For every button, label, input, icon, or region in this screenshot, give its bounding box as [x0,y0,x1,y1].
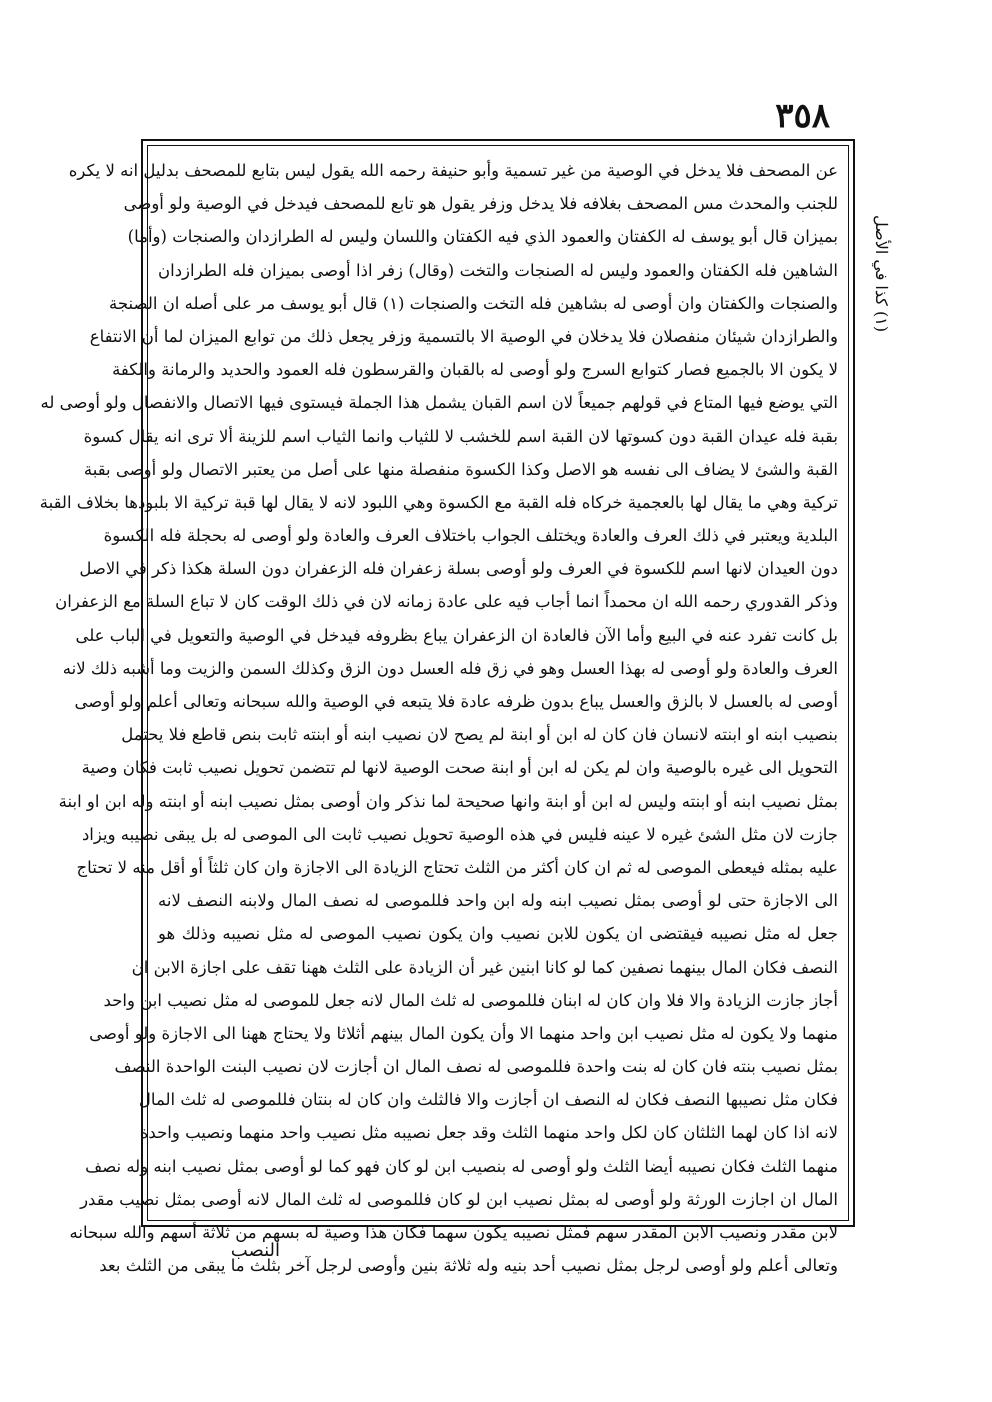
text-line: الى الاجازة حتى لو أوصى بمثل نصيب ابنه وله ابن واحد فللموصى له نصف المال ولابنه النصف لانه [158,891,838,911]
text-line: التي يوضع فيها المتاع في قولهم جميعاً لان اسم القبان يشمل هذا الجملة فيستوى فيها الاتصال والانفصال ولو أوصى له [40,393,838,413]
text-line: وذكر القدوري رحمه الله ان محمداً انما أجاب فيه على عادة زمانه لان في ذلك الوقت كان لا تباع السلة مع الزعفران [55,592,838,612]
text-line: العرف والعادة ولو أوصى له بهذا العسل وهو في زق فله العسل دون الزق وكذلك السمن والزيت وما أشبه ذلك لانه [62,658,838,678]
text-line: منهما الثلث فكان نصيبه أيضا الثلث ولو أوصى له بنصيب ابن لو كان فهو كما لو أوصى بمثل نصيب ابنه وله نصف [85,1156,838,1176]
text-line: التحويل الى غيره بالوصية وان لم يكن له ابن أو ابنة صحت الوصية لانها لم تتضمن تحويل نصيب ثابت فكان وصية [81,758,838,778]
text-line: بميزان قال أبو يوسف له الكفتان والعمود الذي فيه الكفتان واللسان وليس له الطرازدان والصنجات (وأما) [127,227,838,247]
text-line: بقبة فله عيدان القبة دون كسوتها لان القبة اسم للخشب لا للثياب وانما الثياب اسم للزينة ألا ترى انه يقال كسوة [83,426,838,446]
text-line: الشاهين فله الكفتان والعمود وليس له الصنجات والتخت (وقال) زفر اذا أوصى بميزان فله الطرازدان [158,260,838,280]
text-line: والطرازدان شيئان منفصلان فلا يدخلان في الوصية الا بالتسمية وزفر يجعل ذلك من توابع الميزان لما أن الانتفاع [89,326,838,346]
text-line: البلدية ويعتبر في ذلك العرف والعادة ويختلف الجواب باختلاف العرف والعادة ولو أوصى له بحجلة فله الكسوة [103,526,838,546]
catchword: النصب [230,1240,280,1261]
text-line: لانه اذا كان لهما الثلثان كان لكل واحد منهما الثلث وقد جعل نصيبه مثل نصيب واحد منهما ونصيب واحدة [139,1123,838,1143]
text-line: للجنب والمحدث مس المصحف بغلافه فلا يدخل وزفر يقول هو تابع للمصحف فيدخل في الوصية ولو أوصى [123,194,838,214]
text-line: بل كانت تفرد عنه في البيع وأما الآن فالعادة ان الزعفران يباع بظروفه فيدخل في الوصية والتعويل في الباب على [75,625,838,645]
text-line: لا يكون الا بالجميع فصار كتوابع السرج ولو أوصى له بالقبان والقرسطون فله العمود والحديد والرمانة والكفة [112,360,838,380]
text-line: بنصيب ابنه او ابنته لانسان فان كان له ابن أو ابنة لم يصح لان نصيب ابنه أو ابنته ثابت بنص قاطع فلا يحتمل [121,725,838,745]
side-note: (١) كذا في الأصل [872,214,891,332]
text-line: بمثل نصيب بنته فان كان له بنت واحدة فللموصى له نصف المال ان أجازت لان نصيب البنت الواحدة النصف [114,1057,838,1077]
text-line: بمثل نصيب ابنه أو ابنته وليس له ابن أو ابنة وانها صحيحة لما نذكر وان أوصى بمثل نصيب ابنه أو ابنته وله ابن او ابنة [58,791,838,811]
text-line: القبة والشئ لا يضاف الى نفسه هو الاصل وكذا الكسوة منفصلة منها على أصل من يعتبر الاتصال ولو أوصى بقبة [83,459,838,479]
text-line: أجاز جازت الزيادة والا فلا وان كان له ابنان فللموصى له ثلث المال لانه جعل للموصى له مثل نصيب ابن واحد [103,990,838,1010]
text-line: جازت لان مثل الشئ غيره لا عينه فليس في هذه الوصية تحويل نصيب ثابت الى الموصى له بل يبقى نصيبه ويزاد [81,824,838,844]
text-line: المال ان اجازت الورثة ولو أوصى له بمثل نصيب ابن لو كان فللموصى له ثلث المال لانه أوصى بمثل نصيب مقدر [80,1189,838,1209]
text-line: أوصى له بالعسل لا بالزق والعسل يباع بدون ظرفه عادة فلا يتبعه في الوصية والله سبحانه وتعالى أعلم ولو أوصى [74,692,838,711]
text-line: لابن مقدر ونصيب الابن المقدر سهم فمثل نصيبه يكون سهما فكان هذا وصية له بسهم من ثلاثة أسهم والله سبحانه [69,1223,838,1242]
text-line: وتعالى أعلم ولو أوصى لرجل بمثل نصيب أحد بنيه وله ثلاثة بنين وأوصى لرجل آخر بثلث ما يبقى من الثلث بعد [99,1256,838,1276]
text-line: منهما ولا يكون له مثل نصيب ابن واحد منهما الا وأن يكون المال بينهم أثلاثا ولا يحتاج ههنا الى الاجازة ولو أوصى [89,1023,838,1043]
text-line: تركية وهي ما يقال لها بالعجمية خركاه فله القبة مع الكسوة وهي اللبود لانه لا يقال لها قبة تركية الا بلبودها بخلاف القبة [39,492,838,512]
text-line: عليه بمثله فيعطى الموصى له ثم ان كان أكثر من الثلث تحتاج الزيادة الى الاجازة وان كان ثلثاً أو أقل منه لا تحتاج [76,857,838,877]
text-line: جعل له مثل نصيبه فيقتضى ان يكون للابن نصيب وان يكون نصيب الموصى له مثل نصيبه وذلك هو [158,924,838,944]
text-line: عن المصحف فلا يدخل في الوصية من غير تسمية وأبو حنيفة رحمه الله يقول ليس بتابع للمصحف بدليل انه لا يكره [68,161,838,180]
text-line: والصنجات والكفتان وان أوصى له بشاهين فله التخت والصنجات (١) قال أبو يوسف مر على أصله ان الصنجة [109,293,838,313]
text-line: دون العيدان لانها اسم للكسوة في العرف ولو أوصى بسلة زعفران فله الزعفران دون السلة هكذا ذكر في الاصل [79,559,838,579]
page-number: ٣٥٨ [775,96,830,136]
text-line: النصف فكان المال بينهما نصفين كما لو كانا ابنين غير أن الزيادة على الثلث ههنا تقف على اجازة الابن ان [131,957,838,977]
body-text [39,154,838,1282]
text-line: فكان مثل نصيبها النصف فكان له النصف ان أجازت والا فالثلث وان كان له بنتان فللموصى له ثلث المال [138,1090,838,1110]
